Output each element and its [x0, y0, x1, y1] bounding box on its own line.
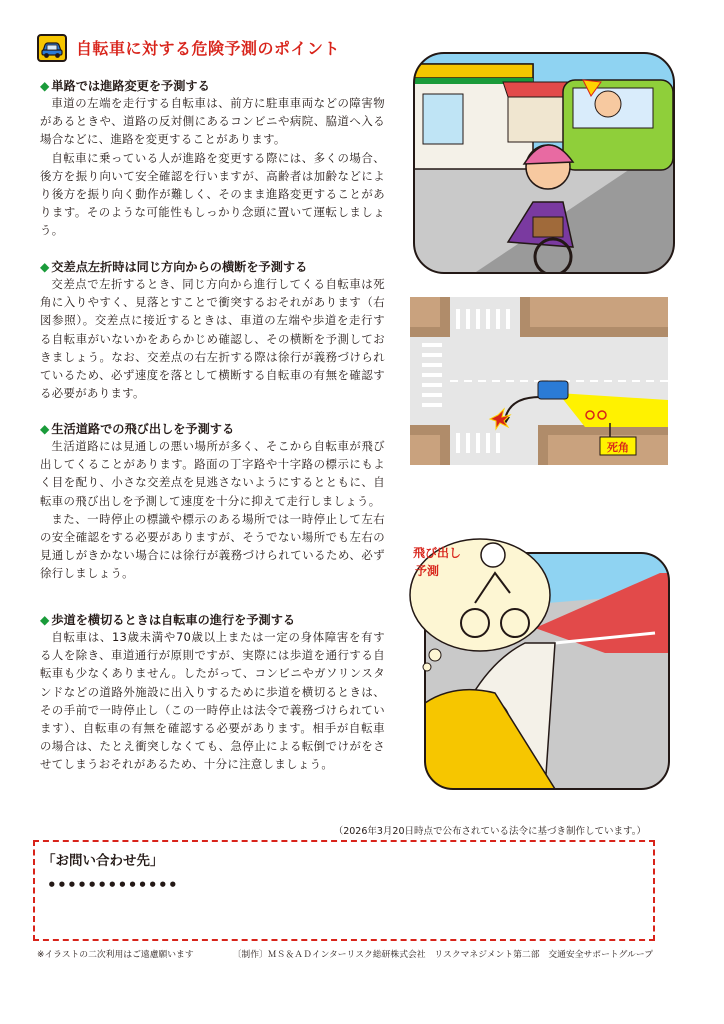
- section-heading: ◆ 歩道を横切るときは自転車の進行を予測する: [40, 613, 296, 627]
- law-date-footnote: （2026年3月20日時点で公布されている法令に基づき制作しています。）: [333, 826, 646, 837]
- contact-value: •••••••••••••: [47, 876, 179, 894]
- car-icon: [37, 34, 67, 62]
- illustration-cyclist-lane-change: [413, 52, 675, 274]
- section-lane-change: [40, 78, 385, 240]
- diamond-bullet-icon: ◆: [40, 422, 50, 436]
- paragraph: 交差点で左折するとき、同じ方向から進行してくる自転車は死角に入りやすく、見落とすことで衝突するおそれがあります（右図参照）。交差点に接近するときは、車道の左端や歩道を走行する自転車がいないかをあらかじめ確認し、その横断を予測しておきましょう。なお、交差点の右左折する際は徐行が義務づけられているため、必ず速度を落として横断する自転車の有無を確認する必要があります。: [40, 277, 385, 401]
- paragraph: 自転車に乗っている人が進路を変更する際には、多くの場合、後方を振り向いて安全確認を行いますが、高齢者は加齢などにより後方を振り向く動作が難しく、そのまま進路変更することがあります。そのような可能性もしっかり念頭に置いて運転しましょう。: [40, 150, 385, 238]
- illustration-intersection-diagram: [410, 297, 668, 465]
- paragraph: また、一時停止の標識や標示のある場所では一時停止して左右の安全確認をする必要がありますが、そうでない場所でも左右の見通しがきかない場合には徐行が義務づけられているため、必ず徐行しましょう。: [40, 511, 385, 581]
- diamond-bullet-icon: ◆: [40, 613, 50, 627]
- section-residential-road: [40, 421, 385, 583]
- illustration-driver-prediction: [405, 533, 671, 791]
- contact-box: [33, 840, 655, 941]
- producer-credit: 〔制作〕ＭＳ＆ＡＤインターリスク総研株式会社 リスクマネジメント第二部 交通安全サポートグループ: [232, 950, 653, 960]
- prediction-label-2: 予測: [415, 564, 440, 578]
- paragraph: 車道の左端を走行する自転車は、前方に駐車車両などの障害物があるときや、道路の反対側にあるコンビニや病院、脇道へ入る場合などに、進路を変更することがあります。: [40, 96, 385, 147]
- section-intersection-left-turn: [40, 259, 385, 402]
- illustration-usage-note: ※イラストの二次利用はご遠慮願います: [37, 950, 194, 960]
- contact-title: 「お問い合わせ先」: [42, 853, 164, 869]
- section-crossing-sidewalk: [40, 612, 385, 774]
- section-heading: ◆ 生活道路での飛び出しを予測する: [40, 422, 235, 436]
- page-title: 自転車に対する危険予測のポイント: [76, 39, 341, 58]
- paragraph: 自転車は、13歳未満や70歳以上または一定の身体障害を有する人を除き、車道通行が原則ですが、実際には歩道を通行する自転車も少なくありません。したがって、コンビニやガソリンスタンドなどの道路外施設に出入りするために歩道を横切るときは、その手前で一時停止し（この一時停止は法令で義務づけられています）、自転車の有無を確認する必要があります。相手が自転車の場合は、たとえ衝突しなくても、急停止による転倒でけがをさせてしまうおそれがあるため、十分に注意しましょう。: [40, 630, 385, 772]
- section-heading: ◆ 単路では進路変更を予測する: [40, 79, 210, 93]
- diamond-bullet-icon: ◆: [40, 79, 50, 93]
- prediction-label-1: 飛び出し: [413, 546, 462, 560]
- diamond-bullet-icon: ◆: [40, 260, 50, 274]
- section-heading: ◆ 交差点左折時は同じ方向からの横断を予測する: [40, 260, 308, 274]
- paragraph: 生活道路には見通しの悪い場所が多く、そこから自転車が飛び出してくることがあります。路面の丁字路や十字路の標示にもよく目を配り、小さな交差点を見逃さないようにするとともに、自転車の飛び出しを予測して速度を十分に抑えて走行しましょう。: [40, 439, 385, 508]
- blind-spot-label: 死角: [607, 441, 629, 454]
